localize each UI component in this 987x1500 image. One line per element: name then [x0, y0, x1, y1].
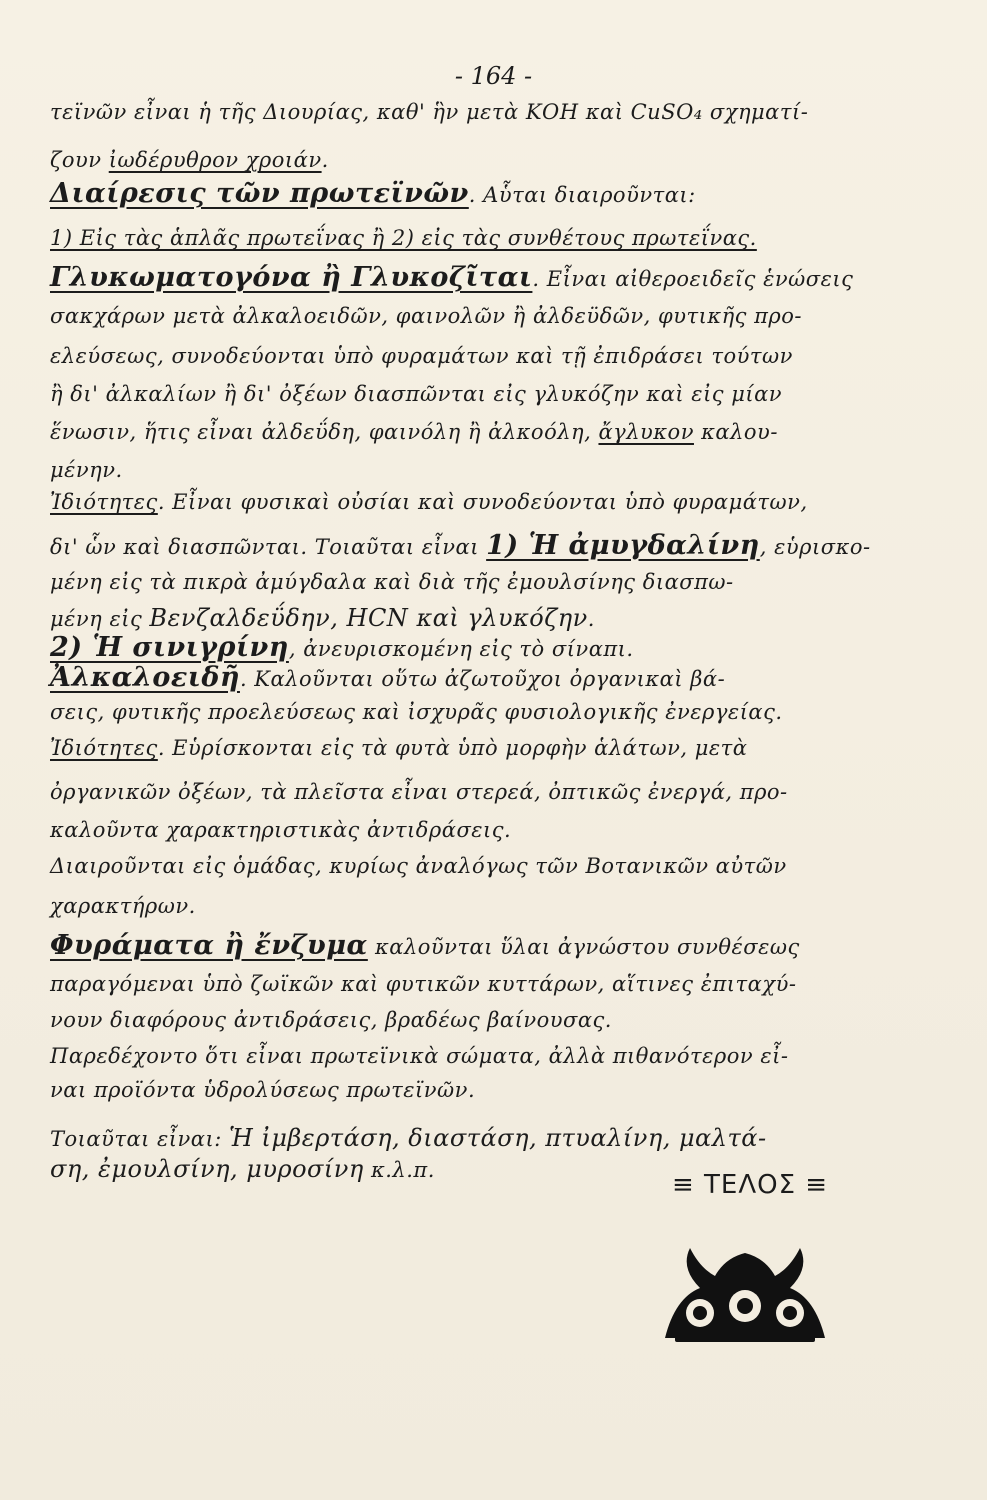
- text-line: [50, 894, 940, 918]
- text-line: [50, 604, 940, 632]
- text-line: [50, 1124, 940, 1152]
- line-text: ἄγλυκον: [598, 420, 694, 444]
- line-text: Παρεδέχοντο ὅτι εἶναι πρωτεϊνικὰ σώματα, ἀλλὰ πιθανότερον εἶ-: [50, 1044, 789, 1068]
- line-text: ση, ἐμουλσίνη, μυροσίνη: [50, 1155, 364, 1183]
- line-text: ναι προϊόντα ὑδρολύσεως πρωτεϊνῶν.: [50, 1078, 476, 1102]
- line-text: . Καλοῦνται οὕτω ἀζωτοῦχοι ὀργανικαὶ βά-: [239, 667, 726, 691]
- line-text: μένη εἰς: [50, 607, 150, 631]
- line-text: . Εἶναι φυσικαὶ οὐσίαι καὶ συνοδεύονται ὑπὸ φυραμάτων,: [157, 490, 808, 514]
- text-line: [50, 972, 940, 996]
- text-line: [50, 780, 940, 804]
- section-heading: 2) Ἡ σινιγρίνη: [50, 632, 289, 663]
- line-text: ἰωδέρυθρον χροιάν: [108, 148, 322, 172]
- line-text: Ἰδιότητες: [50, 490, 158, 514]
- line-text: ζουν: [50, 148, 109, 172]
- line-text: χαρακτήρων.: [50, 894, 196, 918]
- text-line: [50, 262, 940, 293]
- text-line: [50, 570, 940, 594]
- text-line: [50, 420, 940, 444]
- text-line: [50, 1044, 940, 1068]
- section-heading: Διαίρεσις τῶν πρωτεϊνῶν: [50, 178, 469, 209]
- line-text: καλοῦντα χαρακτηριστικὰς ἀντιδράσεις.: [50, 818, 512, 842]
- line-text: Τοιαῦται εἶναι:: [50, 1127, 229, 1151]
- text-line: [50, 1008, 940, 1032]
- line-text: κ.λ.π.: [363, 1158, 435, 1182]
- text-line: [50, 100, 940, 124]
- text-line: [50, 930, 940, 961]
- line-text: ὀργανικῶν ὀξέων, τὰ πλεῖστα εἶναι στερεά, ὀπτικῶς ἐνεργά, προ-: [50, 780, 788, 804]
- text-line: [50, 344, 940, 368]
- line-text: . Εὑρίσκονται εἰς τὰ φυτὰ ὑπὸ μορφὴν ἁλάτων, μετὰ: [157, 736, 748, 760]
- line-text: σακχάρων μετὰ ἀλκαλοειδῶν, φαινολῶν ἢ ἀλδεϋδῶν, φυτικῆς προ-: [50, 304, 802, 328]
- text-line: [50, 736, 940, 760]
- text-line: [50, 458, 940, 482]
- text-line: [50, 304, 940, 328]
- line-text: τεϊνῶν εἶναι ἡ τῆς Διουρίας, καθ' ἣν μετὰ ΚΟΗ καὶ CuSO₄ σχηματί-: [50, 100, 809, 124]
- line-text: δι' ὧν καὶ διασπῶνται. Τοιαῦται εἶναι: [50, 535, 487, 559]
- section-heading: Ἀλκαλοειδῆ: [50, 662, 240, 693]
- line-text: Ἰδιότητες: [50, 736, 158, 760]
- line-text: , εὑρισκο-: [759, 535, 871, 559]
- end-mark: ≡ ΤΕΛΟΣ ≡: [671, 1170, 829, 1200]
- text-line: [50, 632, 940, 663]
- line-text: . Αὗται διαιροῦνται:: [468, 183, 696, 207]
- text-line: [50, 854, 940, 878]
- line-text: παραγόμεναι ὑπὸ ζωϊκῶν καὶ φυτικῶν κυττάρων, αἵτινες ἐπιταχύ-: [50, 972, 797, 996]
- line-text: ἕνωσιν, ἥτις εἶναι ἀλδεΰδη, φαινόλη ἢ ἀλκοόλη,: [50, 420, 599, 444]
- text-line: [50, 148, 940, 172]
- line-text: Διαιροῦνται εἰς ὁμάδας, κυρίως ἀναλόγως τῶν Βοτανικῶν αὐτῶν: [50, 854, 787, 878]
- text-line: [50, 700, 940, 724]
- line-text: Βενζαλδεΰδην, HCN καὶ γλυκόζην: [149, 604, 588, 632]
- text-line: [50, 382, 940, 406]
- decorative-ornament-icon: [655, 1228, 835, 1348]
- section-heading: Φυράματα ἢ ἔνζυμα: [50, 930, 368, 961]
- line-text: 1) Εἰς τὰς ἁπλᾶς πρωτεΐνας ἢ 2) εἰς τὰς συνθέτους πρωτεΐνας.: [50, 226, 757, 250]
- line-text: , ἀνευρισκομένη εἰς τὸ σίναπι.: [288, 637, 634, 661]
- line-text: . Εἶναι αἰθεροειδεῖς ἑνώσεις: [532, 267, 854, 291]
- text-line: [50, 226, 940, 250]
- text-line: [50, 178, 940, 209]
- line-text: καλου-: [693, 420, 778, 444]
- text-line: [50, 1078, 940, 1102]
- line-text: μένην.: [50, 458, 123, 482]
- line-text: σεις, φυτικῆς προελεύσεως καὶ ἰσχυρᾶς φυσιολογικῆς ἐνεργείας.: [50, 700, 783, 724]
- line-text: μένη εἰς τὰ πικρὰ ἀμύγδαλα καὶ διὰ τῆς ἐμουλσίνης διασπω-: [50, 570, 734, 594]
- text-line: [50, 818, 940, 842]
- section-heading: Γλυκωματογόνα ἢ Γλυκοζῖται: [50, 262, 533, 293]
- line-text: καλοῦνται ὕλαι ἀγνώστου συνθέσεως: [367, 935, 800, 959]
- page-number: - 164 -: [454, 62, 533, 90]
- text-line: [50, 662, 940, 693]
- line-text: .: [587, 607, 595, 631]
- text-line: [50, 490, 940, 514]
- line-text: Ἡ ἰμβερτάση, διαστάση, πτυαλίνη, μαλτά-: [228, 1124, 767, 1152]
- line-text: νουν διαφόρους ἀντιδράσεις, βραδέως βαίνουσας.: [50, 1008, 612, 1032]
- text-line: [50, 530, 940, 561]
- line-text: ελεύσεως, συνοδεύονται ὑπὸ φυραμάτων καὶ τῇ ἐπιδράσει τούτων: [50, 344, 793, 368]
- section-heading: 1) Ἡ ἀμυγδαλίνη: [486, 530, 760, 561]
- line-text: .: [321, 148, 329, 172]
- line-text: ἢ δι' ἀλκαλίων ἢ δι' ὀξέων διασπῶνται εἰς γλυκόζην καὶ εἰς μίαν: [50, 382, 783, 406]
